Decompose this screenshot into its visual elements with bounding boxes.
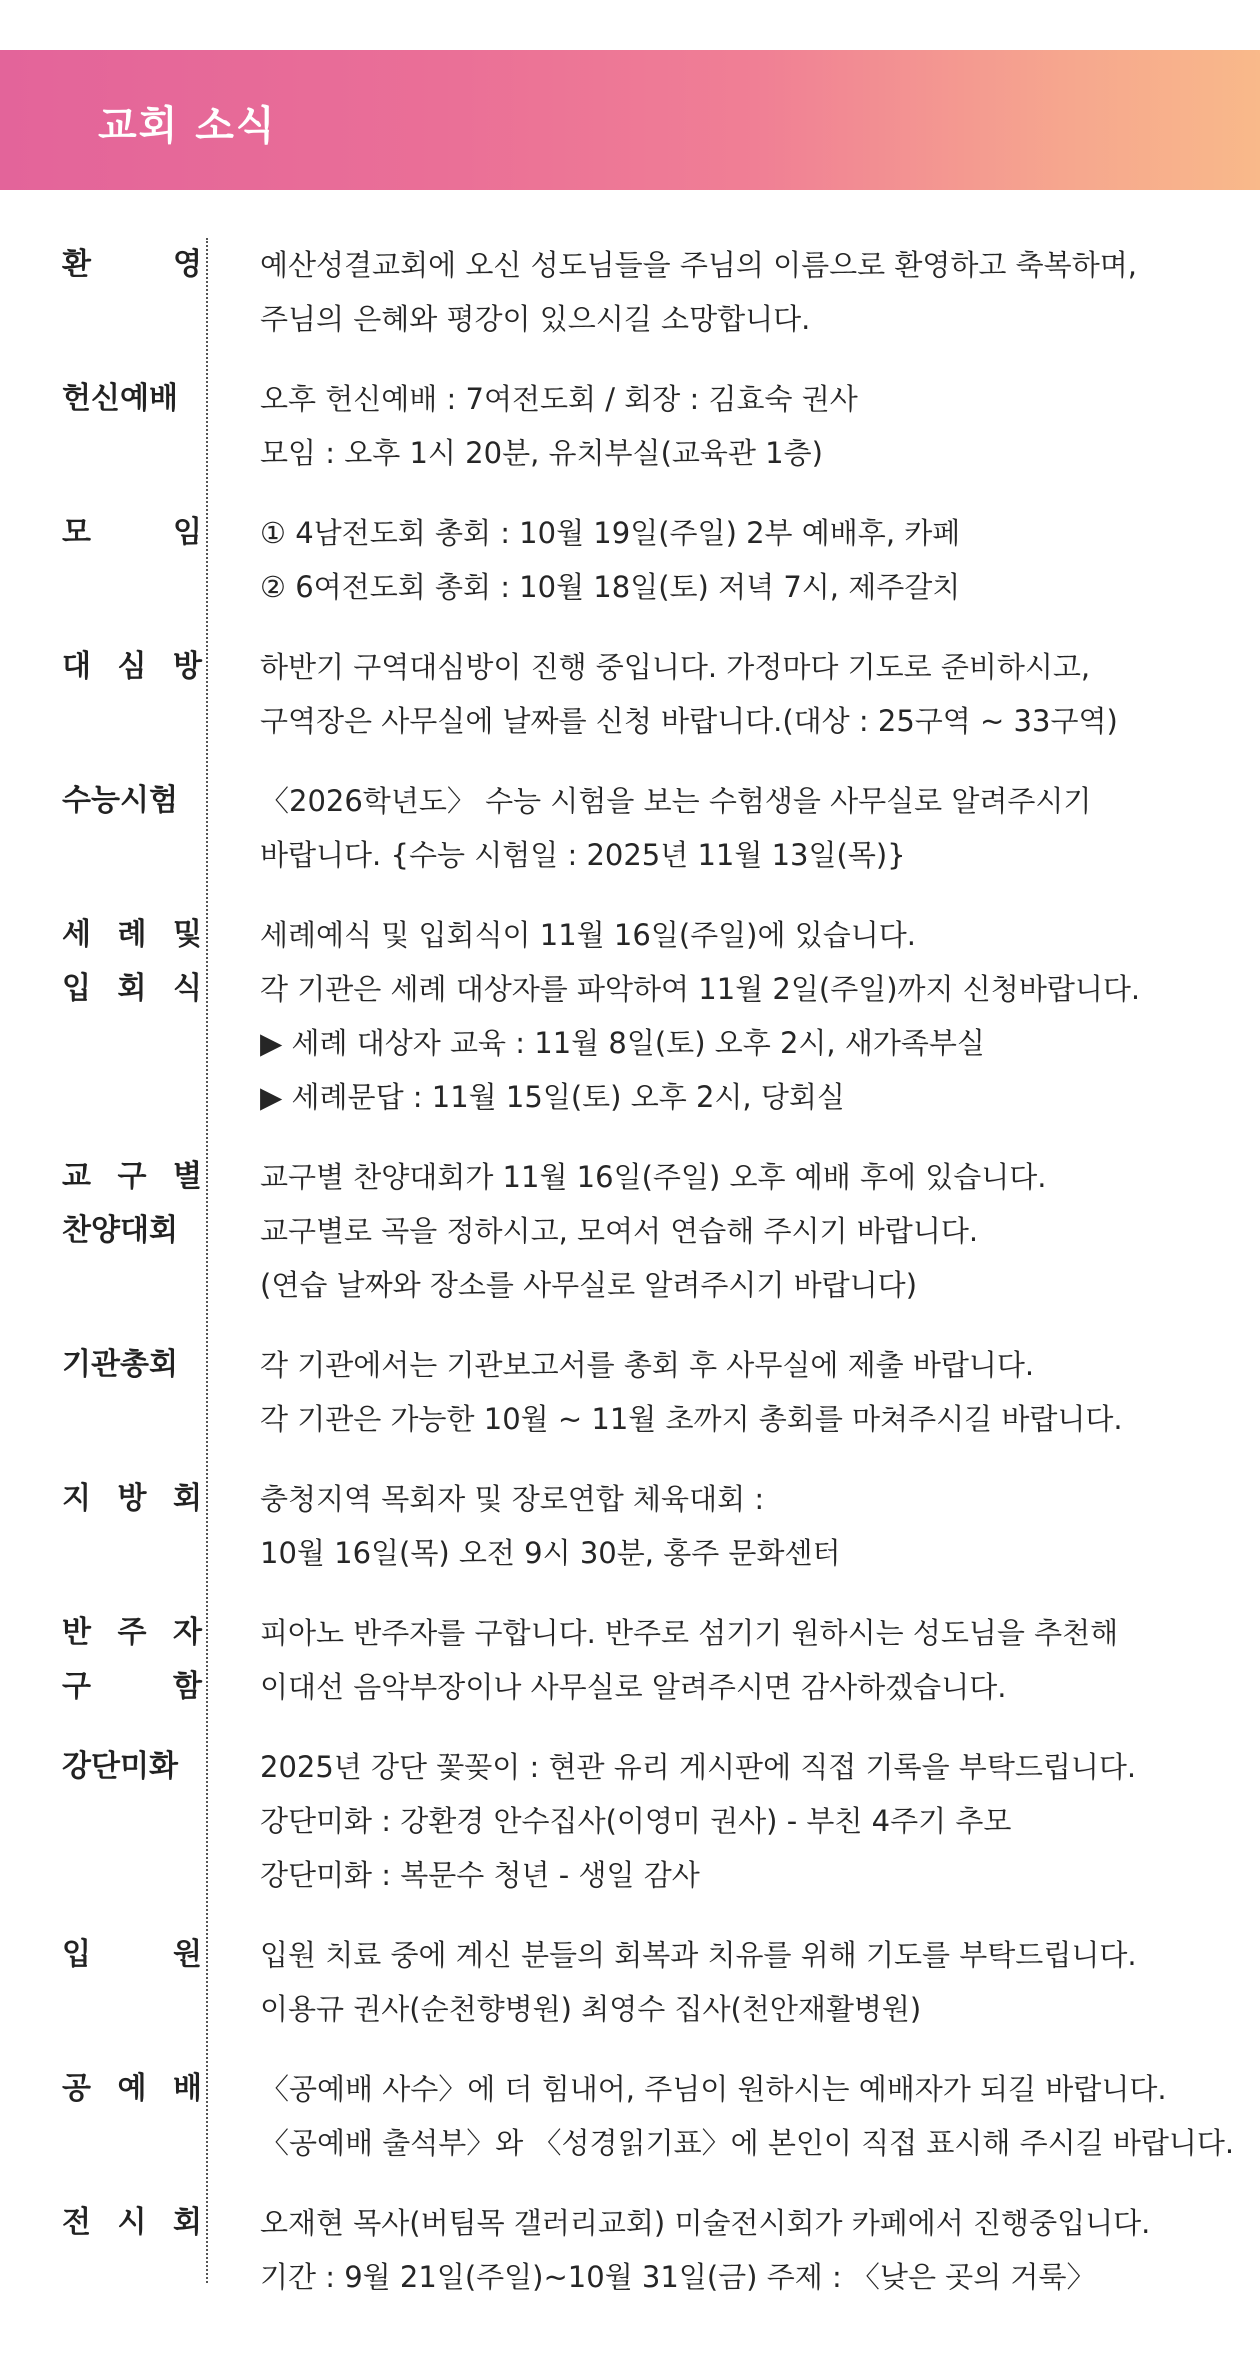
section-text-line: 구역장은 사무실에 날짜를 신청 바랍니다.(대상 : 25구역 ~ 33구역) <box>260 704 1118 738</box>
section-text-line: 이용규 권사(순천향병원) 최영수 집사(천안재활병원) <box>260 1992 922 2026</box>
section-label-line: 세 례 및 <box>62 917 202 952</box>
section-label-line: 전 시 회 <box>62 2205 202 2240</box>
section-body <box>260 640 1240 748</box>
page-title: 교회 소식 <box>98 103 277 149</box>
section-label <box>62 1606 202 1714</box>
section-label <box>62 1472 202 1526</box>
section-text-line: 10월 16일(목) 오전 9시 30분, 홍주 문화센터 <box>260 1536 841 1570</box>
section-body <box>260 1740 1240 1902</box>
section-text-line: ▶ 세례 대상자 교육 : 11월 8일(토) 오후 2시, 새가족부실 <box>260 1026 985 1060</box>
section-text-line: 〈2026학년도〉 수능 시험을 보는 수험생을 사무실로 알려주시기 <box>260 784 1092 818</box>
section-label <box>62 1150 202 1258</box>
section-label-line: 입 원 <box>62 1937 202 1972</box>
section-label <box>62 1928 202 1982</box>
section-label <box>62 908 202 1016</box>
section-body <box>260 1150 1240 1312</box>
section-text-line: ② 6여전도회 총회 : 10월 18일(토) 저녁 7시, 제주갈치 <box>260 570 961 604</box>
section-label <box>62 2062 202 2116</box>
section-label <box>62 1338 202 1392</box>
section-label-line: 구 함 <box>62 1669 202 1704</box>
section-label-line: 공 예 배 <box>62 2071 202 2106</box>
section-body <box>260 1472 1240 1580</box>
section-text-line: 강단미화 : 복문수 청년 - 생일 감사 <box>260 1858 700 1892</box>
section-label-line: 강단미화 <box>62 1749 178 1784</box>
section-text-line: 각 기관에서는 기관보고서를 총회 후 사무실에 제출 바랍니다. <box>260 1348 1035 1382</box>
section-label <box>62 640 202 694</box>
section-text-line: 이대선 음악부장이나 사무실로 알려주시면 감사하겠습니다. <box>260 1670 1007 1704</box>
section-text-line: 〈공예배 사수〉에 더 힘내어, 주님이 원하시는 예배자가 되길 바랍니다. <box>260 2072 1167 2106</box>
section-label-line: 찬양대회 <box>62 1213 178 1248</box>
section-text-line: 오후 헌신예배 : 7여전도회 / 회장 : 김효숙 권사 <box>260 382 858 416</box>
section-body <box>260 1606 1240 1714</box>
section-text-line: 주님의 은혜와 평강이 있으시길 소망합니다. <box>260 302 811 336</box>
section-body <box>260 908 1240 1124</box>
section-body <box>260 372 1240 480</box>
section-label-line: 환 영 <box>62 247 202 282</box>
section-text-line: 예산성결교회에 오신 성도님들을 주님의 이름으로 환영하고 축복하며, <box>260 248 1137 282</box>
section-label <box>62 238 202 292</box>
section-text-line: 2025년 강단 꽃꽂이 : 현관 유리 게시판에 직접 기록을 부탁드립니다. <box>260 1750 1137 1784</box>
section-label <box>62 2196 202 2250</box>
section-body <box>260 506 1240 614</box>
section-text-line: 오재현 목사(버팀목 갤러리교회) 미술전시회가 카페에서 진행중입니다. <box>260 2206 1151 2240</box>
section-text-line: 충청지역 목회자 및 장로연합 체육대회 : <box>260 1482 765 1516</box>
section-body <box>260 2062 1240 2170</box>
section-text-line: 교구별로 곡을 정하시고, 모여서 연습해 주시기 바랍니다. <box>260 1214 979 1248</box>
section-text-line: 피아노 반주자를 구합니다. 반주로 섬기기 원하시는 성도님을 추천해 <box>260 1616 1119 1650</box>
section-label-line: 반 주 자 <box>62 1615 202 1650</box>
section-label-line: 헌신예배 <box>62 381 178 416</box>
section-text-line: 강단미화 : 강환경 안수집사(이영미 권사) - 부친 4주기 추모 <box>260 1804 1012 1838</box>
section-label-line: 모 임 <box>62 515 202 550</box>
section-text-line: 기간 : 9월 21일(주일)~10월 31일(금) 주제 : 〈낮은 곳의 거룩〉 <box>260 2260 1096 2294</box>
section-body <box>260 1338 1240 1446</box>
section-text-line: 하반기 구역대심방이 진행 중입니다. 가정마다 기도로 준비하시고, <box>260 650 1091 684</box>
section-label-line: 대 심 방 <box>62 649 202 684</box>
section-body <box>260 2196 1240 2304</box>
section-text-line: ① 4남전도회 총회 : 10월 19일(주일) 2부 예배후, 카페 <box>260 516 961 550</box>
section-label <box>62 506 202 560</box>
section-label-line: 수능시험 <box>62 783 178 818</box>
section-body <box>260 238 1240 346</box>
section-label <box>62 372 202 426</box>
section-text-line: ▶ 세례문답 : 11월 15일(토) 오후 2시, 당회실 <box>260 1080 845 1114</box>
column-divider <box>206 238 208 2283</box>
section-label <box>62 1740 202 1794</box>
section-text-line: 〈공예배 출석부〉와 〈성경읽기표〉에 본인이 직접 표시해 주시길 바랍니다. <box>260 2126 1235 2160</box>
section-body <box>260 1928 1240 2036</box>
section-text-line: 각 기관은 세례 대상자를 파악하여 11월 2일(주일)까지 신청바랍니다. <box>260 972 1141 1006</box>
section-label-line: 기관총회 <box>62 1347 178 1382</box>
section-text-line: 바랍니다. {수능 시험일 : 2025년 11월 13일(목)} <box>260 838 906 872</box>
section-text-line: 각 기관은 가능한 10월 ~ 11월 초까지 총회를 마쳐주시길 바랍니다. <box>260 1402 1123 1436</box>
section-label <box>62 774 202 828</box>
section-text-line: (연습 날짜와 장소를 사무실로 알려주시기 바랍니다) <box>260 1268 918 1302</box>
section-label-line: 지 방 회 <box>62 1481 202 1516</box>
section-label-line: 입 회 식 <box>62 971 202 1006</box>
section-label-line: 교 구 별 <box>62 1159 202 1194</box>
header-band <box>0 50 1260 190</box>
section-text-line: 입원 치료 중에 계신 분들의 회복과 치유를 위해 기도를 부탁드립니다. <box>260 1938 1137 1972</box>
section-text-line: 세례예식 및 입회식이 11월 16일(주일)에 있습니다. <box>260 918 916 952</box>
section-body <box>260 774 1240 882</box>
section-text-line: 교구별 찬양대회가 11월 16일(주일) 오후 예배 후에 있습니다. <box>260 1160 1047 1194</box>
section-text-line: 모임 : 오후 1시 20분, 유치부실(교육관 1층) <box>260 436 823 470</box>
